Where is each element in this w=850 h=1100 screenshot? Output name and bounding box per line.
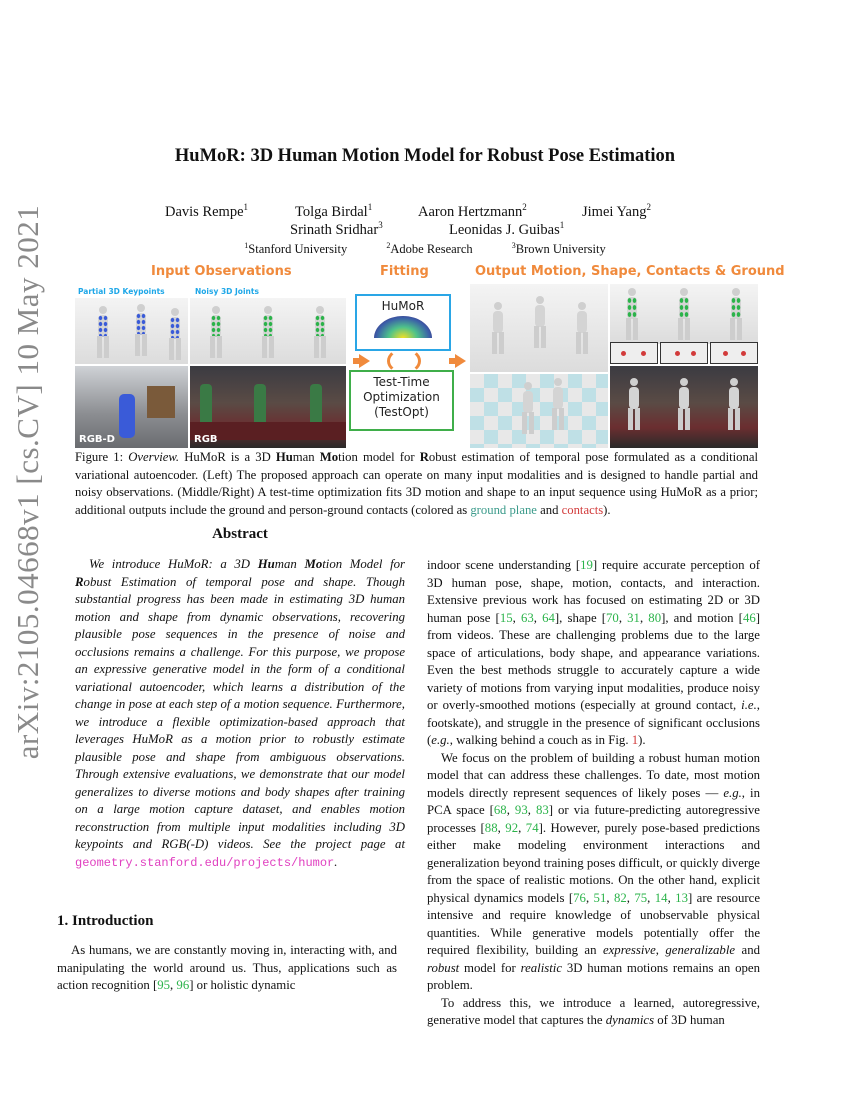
author: Jimei Yang$^2$ [582,202,651,220]
body-text: 3D human motions remains an open problem. [427,960,760,992]
tag-rgb: RGB [194,434,218,445]
author: Leonidas J. Guibas$^1$ [449,220,565,238]
body-text: ] are resource intensive and require knowledge of unobservable physical quantities. While generative models potentially offer the required flexibility, building an [427,890,760,957]
contacts-label: contacts [561,502,604,517]
body-text: realistic [520,960,563,975]
testopt-line: (TestOpt) [374,405,429,419]
body-text: ). [638,733,646,747]
body-text: and [735,943,760,957]
body-text: ] from videos. These are challenging problems due to the large space of articulations, body shape, and appearance variations. Even the best methods struggle to accurately capture a wide variety of motions from varying input modalities, produce noisy or overly-smoothed motions (especially at ground contact, [427,610,761,712]
ground-plane-label: ground plane [470,502,537,517]
arxiv-watermark: arXiv:2105.04668v1 [cs.CV] 10 May 2021 [10,204,45,760]
body-text: We focus on the problem of building a robust human motion model that can address these challenges. To date, most motion models directly represent sequences of likely poses — [427,750,760,800]
body-text: e.g. [431,733,450,747]
affiliations [0,241,850,257]
affiliation: $^3$Brown University [511,241,606,257]
arrow-right-icon [455,354,466,368]
affiliation: $^1$Stanford University [244,241,348,257]
citation-link[interactable]: 46 [742,610,756,625]
body-text: ]. However, purely pose-based predictions either make modeling environment interactions and generalization beyond training poses difficult, or quickly diverge from the space of realistic motions. On the other hand, explicit physical dynamics models [ [427,820,761,905]
paragraph: indoor scene understanding [19] require accurate perception of 3D human pose, shape, motion, contacts, and interaction. Extensive previous work has focused on estimating 2D or 3D human pose [15, 63, 64], shape [70, 31, 80], and motion [46] from videos. These are challenging problems due to the large space of articulations, body shape, and appearance variations. Even the best methods struggle to accurately capture a wide variety of motions from varying input modalities, produce noisy or overly-smoothed motions (especially at ground contact, i.e., footskate), and struggle in the presence of significant occlusions (e.g., walking behind a couch as in Fig. 1). [427,558,761,747]
body-text: ], and motion [ [661,610,743,625]
citation-link[interactable]: 95 [157,978,171,992]
tag-rgbd: RGB-D [79,434,115,445]
caption-emph: Hu [275,450,293,464]
keypoints-image [75,298,188,364]
subheading-keypoints: Partial 3D Keypoints [78,287,165,296]
intro-text: As humans, we are constantly moving in, interacting with, and manipulating the world around us. Thus, applications such as action recognition [ [57,943,397,992]
citation-link[interactable]: 15 [499,610,513,625]
figure-heading-fitting: Fitting [380,264,429,279]
distribution-icon [374,316,432,338]
body-text: , footskate), and struggle in the presence of significant occlusions ( [427,698,760,747]
caption-text: HuMoR is a 3D [179,450,276,464]
citation-link[interactable]: 68 [493,803,507,817]
abstract-text: man [274,557,305,571]
abstract-text: tion Model for [322,557,406,571]
body-text: , [655,943,666,957]
citation-link[interactable]: 93 [514,803,528,817]
body-text: robust [427,960,460,975]
noisy-joints-image [190,298,346,364]
abstract-emph: Mo [304,557,323,571]
author: Tolga Birdal$^1$ [295,202,373,220]
paragraph [427,995,760,1030]
citation-link[interactable]: 83 [535,803,549,817]
citation-link[interactable]: 74 [525,820,539,835]
abstract-body [75,556,405,872]
abstract-text: We introduce HuMoR: a 3D [89,557,258,571]
contact-closeups [610,342,758,364]
caption-text: and [536,502,562,517]
caption-overview: Overview. [128,450,180,464]
body-text: dynamics [605,1013,655,1027]
project-page-link[interactable]: geometry.stanford.edu/projects/humor [75,855,335,870]
overview-figure [75,262,785,448]
body-text: model for [459,960,521,975]
citation-link[interactable]: 88 [484,820,498,835]
abstract-emph: Hu [257,557,275,571]
body-text: indoor scene understanding [ [427,558,581,572]
arrow-right-icon [359,354,370,368]
intro-paragraph [57,942,397,995]
abstract-text: . [334,854,338,869]
output-contacts-image [610,284,758,344]
author: Aaron Hertzmann$^2$ [418,202,527,220]
subheading-joints: Noisy 3D Joints [195,287,259,296]
citation-link[interactable]: 51 [593,890,607,905]
caption-text: ). [603,502,611,517]
citation-link[interactable]: 14 [654,890,668,905]
output-ground-image [470,374,608,448]
citation-link[interactable]: 63 [520,610,534,625]
author: Srinath Sridhar$^3$ [290,220,383,238]
author: Davis Rempe$^1$ [165,202,249,220]
citation-link[interactable]: 19 [580,558,593,572]
citation-link[interactable]: 75 [634,890,648,905]
abstract-emph: R [75,574,84,589]
citation-link[interactable]: 31 [627,610,640,625]
testopt-line: Test-Time [373,375,430,389]
body-text: ], shape [ [554,610,607,625]
citation-link[interactable]: 80 [648,610,662,625]
figure-link[interactable]: 1 [631,733,639,747]
body-text: expressive [602,943,656,957]
citation-link[interactable]: 70 [606,610,619,625]
humor-label: HuMoR [381,299,425,313]
intro-text: , [170,978,177,992]
figure-caption [75,449,758,519]
body-text: e.g. [723,785,742,800]
paragraph: We focus on the problem of building a robust human motion model that can address these challenges. To date, most motion models directly represent sequences of likely poses — e.g., in PCA space [68, 93, 83] or via future-predicting autoregressive processes [88, 92, 74]. However, purely pose-based predictions either make modeling environment interactions and generalization beyond training poses difficult, or quickly diverge from the space of realistic motions. On the other hand, explicit physical dynamics models [76, 51, 82, 75, 14, 13] are resource intensive and require knowledge of unobservable physical quantities. While generative models potentially offer the required flexibility, building an expressive, generalizable and robust model for realistic 3D human motions remains an open problem. [427,750,761,992]
figure-heading-input: Input Observations [151,264,292,279]
right-column [427,557,760,1030]
output-motion-image [470,284,608,372]
body-text: of 3D human [654,1013,725,1027]
caption-text: tion model for [338,450,420,464]
intro-text: ] or holistic dynamic [189,978,296,992]
citation-link[interactable]: 64 [542,610,555,625]
caption-text: man [292,450,320,464]
body-text: ] require accurate perception of 3D human pose, shape, motion, contacts, and interaction. Extensive previous work has focused on estimating 2D or 3D human pose [ [427,558,760,625]
abstract-heading: Abstract [212,526,268,542]
testopt-box [349,370,454,431]
rgbd-image [75,366,188,448]
body-text: , in PCA space [ [427,785,761,817]
citation-link[interactable]: 92 [505,820,519,835]
humor-model-box [355,294,451,351]
body-text: i.e. [741,698,757,712]
body-text: To address this, we introduce a learned, autoregressive, generative model that captures the [427,995,760,1027]
body-text: , walking behind a couch as in Fig. [449,733,632,747]
figure-heading-output: Output Motion, Shape, Contacts & Ground [475,264,785,279]
rgb-image [190,366,346,448]
affiliation: $^2$Adobe Research [386,241,473,257]
citation-link[interactable]: 96 [176,978,190,992]
output-rgb-image [610,366,758,448]
caption-emph: Mo [319,450,339,464]
caption-emph: R [419,450,429,464]
caption-text: obust estimation of temporal pose formulated as a conditional variational autoencoder. (Left) The proposed approach can operate on many input modalities and is designed to handle partial and noisy observations. (Middle/Right) A test-time optimization fits 3D motion and shape to an input sequence using HuMoR as a prior; additional outputs include the ground and person-ground contacts (colored as [75,450,758,517]
paper-title: HuMoR: 3D Human Motion Model for Robust Pose Estimation [174,146,676,166]
intro-heading: 1. Introduction [57,913,154,929]
body-text: generalizable [665,943,736,957]
citation-link[interactable]: 76 [573,890,586,905]
citation-link[interactable]: 13 [675,890,688,905]
testopt-line: Optimization [363,390,440,404]
body-text: ] or via future-predicting autoregressive processes [ [427,803,760,835]
caption-label: Figure 1: [75,450,124,464]
abstract-text: obust Estimation of temporal pose and shape. Though substantial progress has been made in estimating 3D human motion and shape from dynamic observations, recovering plausible pose sequences in the presence of noise and occlusions remains a challenge. For this purpose, we propose an expressive generative model in the form of a conditional variational autoencoder, which learns a distribution of the change in pose at each step of a motion sequence. Furthermore, we introduce a flexible optimization-based approach that leverages HuMoR as a motion prior to robustly estimate plausible pose and shape from ambiguous observations. Through extensive evaluations, we demonstrate that our model generalizes to diverse motions and body shapes after training on a large motion capture dataset, and enables motion reconstruction from multiple input modalities including 3D keypoints and RGB(-D) videos. See the project page at [75,574,405,851]
citation-link[interactable]: 82 [613,890,627,905]
